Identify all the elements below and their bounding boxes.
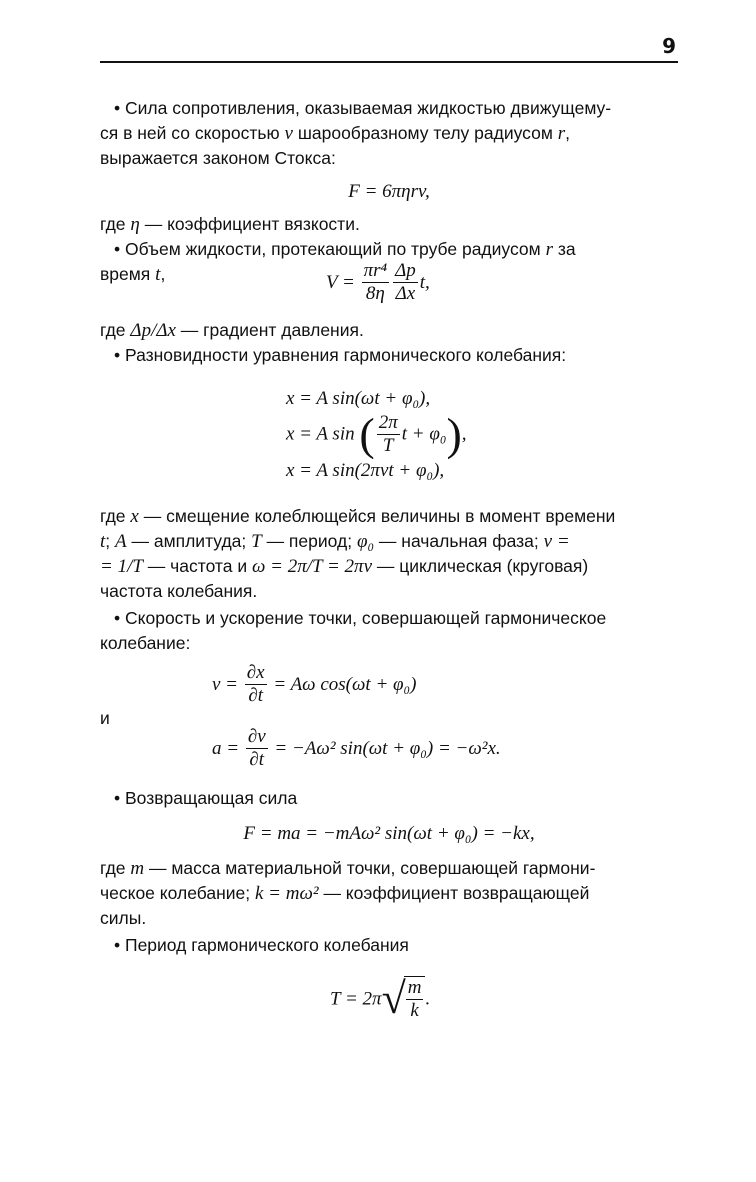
period-formula: T = 2π√ $\frac{m}{k}$ . [330, 974, 431, 1023]
acceleration-formula: a = $\frac{\partial v}{\partial t}$ = −Aω² sin(ωt + φ₀) = −ω²x. [212, 726, 501, 770]
harmonic-intro: • Разновидности уравнения гармонического колебания: [114, 345, 567, 365]
harmonic-eq-2: x = A sin ( $\frac{2\pi}{T}$ t + φ₀), [286, 408, 467, 460]
velocity-intro-2: колебание: [100, 633, 191, 653]
poiseuille-intro: • Объем жидкости, протекающий по трубе радиусом r за [114, 239, 576, 260]
header-rule [100, 61, 678, 63]
stokes-formula: F = 6πηrv, [348, 181, 430, 202]
sqrt-symbol: √ [381, 974, 406, 1023]
force-desc-2: ческое колебание; k = mω² — коэффициент возвращающей [100, 883, 590, 904]
and-word: и [100, 708, 110, 728]
stokes-line-1: • Сила сопротивления, оказываемая жидкостью движущему- [114, 98, 612, 118]
harmonic-desc-1: где x — смещение колеблющейся величины в момент времени [100, 506, 616, 527]
poiseuille-block [100, 262, 678, 314]
force-formula: F = ma = −mAω² sin(ωt + φ₀) = −kx, [243, 823, 535, 844]
harmonic-eq-1: x = A sin(ωt + φ₀), [286, 388, 431, 409]
force-desc-1: где m — масса материальной точки, совершающей гармони- [100, 858, 596, 879]
harmonic-desc-2: t; A — амплитуда; T — период; φ₀ — начальная фаза; ν = [100, 531, 570, 552]
period-intro: • Период гармонического колебания [114, 935, 409, 955]
poiseuille-where: где Δp/Δx — градиент давления. [100, 320, 364, 341]
velocity-formula: v = $\frac{\partial x}{\partial t}$ = Aω cos(ωt + φ₀) [212, 662, 417, 706]
page-number: 9 [662, 34, 676, 58]
poiseuille-time: время t, [100, 264, 166, 285]
harmonic-equations [286, 386, 678, 484]
force-intro: • Возвращающая сила [114, 788, 298, 808]
stokes-line-2: ся в ней со скоростью v шарообразному телу радиусом r, [100, 123, 571, 144]
velocity-intro-1: • Скорость и ускорение точки, совершающей гармоническое [114, 608, 607, 628]
poiseuille-formula: V = $\frac{\text{πr⁴}}{8\eta}$ $\frac{\Delta p}{\Delta x}$ t, [326, 260, 430, 304]
stokes-line-3: выражается законом Стокса: [100, 148, 336, 168]
harmonic-eq-3: x = A sin(2πνt + φ₀), [286, 460, 445, 481]
harmonic-desc-3: = 1/T — частота и ω = 2π/T = 2πν — циклическая (круговая) [100, 556, 589, 577]
force-desc-3: силы. [100, 908, 147, 928]
harmonic-desc-4: частота колебания. [100, 581, 258, 601]
page-body [100, 96, 678, 1032]
stokes-where: где η — коэффициент вязкости. [100, 214, 360, 235]
